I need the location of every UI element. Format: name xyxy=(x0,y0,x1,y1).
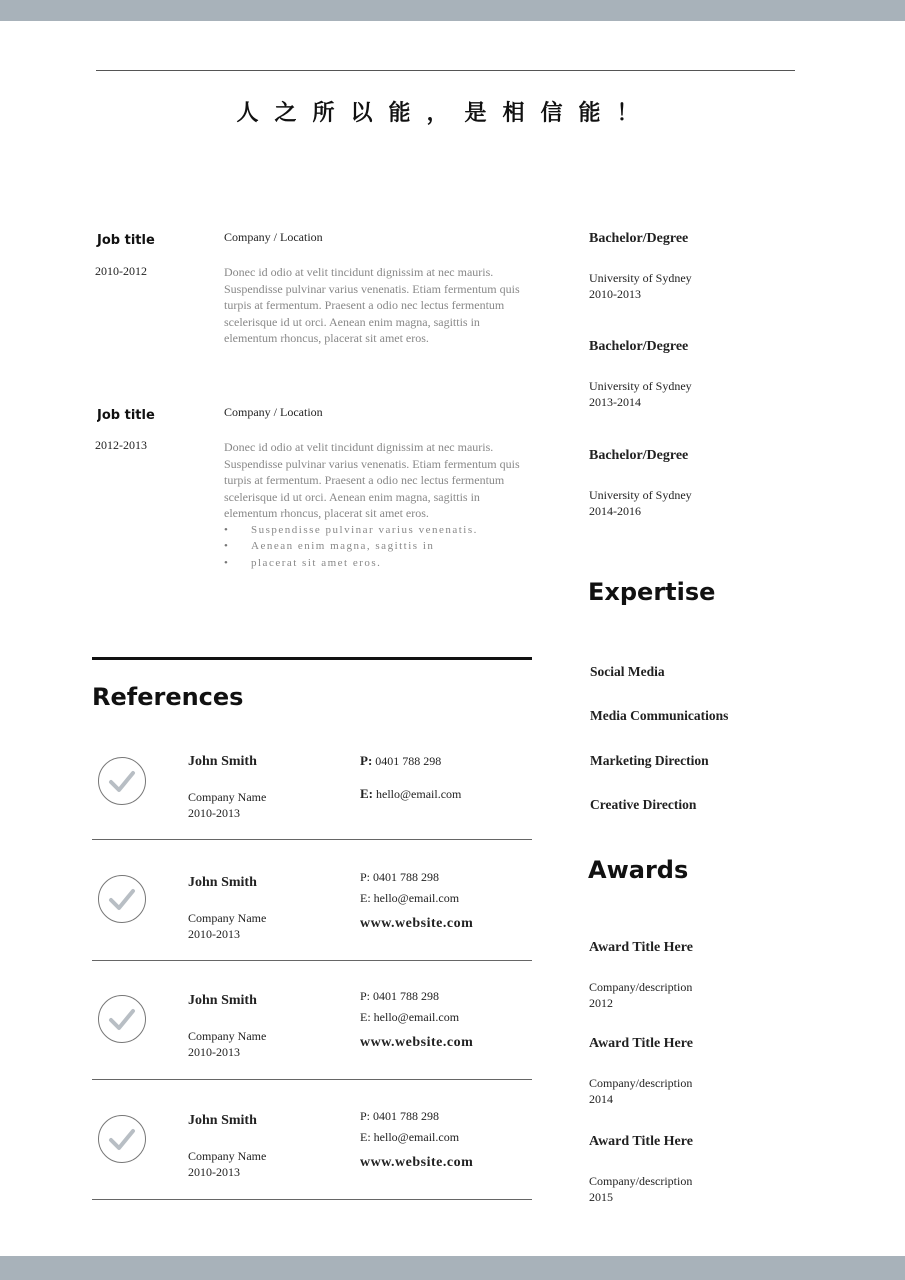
years: 2014-2016 xyxy=(589,504,641,516)
award-year: 2015 xyxy=(589,1190,613,1202)
job-years-1: 2010-2012 xyxy=(95,264,147,278)
reference-phone: P: 0401 788 298 xyxy=(360,1109,440,1123)
email-value: hello@email.com xyxy=(376,787,462,801)
expertise-item: Marketing Direction xyxy=(590,753,709,768)
award-desc: Company/description xyxy=(589,1076,693,1090)
reference-row-4 xyxy=(92,1080,532,1200)
reference-website: www.website.com xyxy=(360,1035,474,1050)
company-years: 2010-2013 xyxy=(188,806,240,820)
award-year: 2012 xyxy=(589,996,613,1008)
check-icon xyxy=(98,995,146,1043)
reference-row-2 xyxy=(92,841,532,961)
degree-2: Bachelor/Degree xyxy=(589,339,689,354)
phone-label: P: xyxy=(360,753,373,768)
reference-email: E: hello@email.com xyxy=(360,1010,460,1024)
check-icon xyxy=(98,757,146,805)
award-desc: Company/description xyxy=(589,1174,693,1188)
job-description-1: Donec id odio at velit tincidunt dignissim at nec mauris. Suspendisse pulvinar varius venenatis. Etiam fermentum quis turpis at fermentum. Praesent a odio nec lectus fermentum scelerisque id ut orci. Aenean enim magna, sagittis in elementum rhoncus, placerat sit amet eros. xyxy=(224,265,520,345)
email-label: E: xyxy=(360,786,373,801)
expertise-item: Creative Direction xyxy=(590,797,697,812)
award-title-3: Award Title Here xyxy=(589,1134,693,1149)
degree-1: Bachelor/Degree xyxy=(589,231,689,246)
reference-name: John Smith xyxy=(188,875,257,890)
reference-phone: P: 0401 788 298 xyxy=(360,870,440,884)
reference-email: E: hello@email.com xyxy=(360,891,460,905)
school: University of Sydney xyxy=(589,379,692,393)
award-detail-2 xyxy=(589,1075,692,1104)
company-years: 2010-2013 xyxy=(188,1165,240,1179)
list-item: • Suspendisse pulvinar varius venenatis. xyxy=(224,522,478,538)
school: University of Sydney xyxy=(589,271,692,285)
reference-company xyxy=(188,910,266,942)
reference-company xyxy=(188,789,266,821)
reference-website: www.website.com xyxy=(360,916,474,931)
job-title-2: Job title xyxy=(97,408,155,422)
degree-3: Bachelor/Degree xyxy=(589,448,689,463)
motto-heading: 人之所以能，是相信能！ xyxy=(236,101,655,126)
references-rule xyxy=(92,657,532,660)
reference-name: John Smith xyxy=(188,1113,257,1128)
company-name: Company Name xyxy=(188,1149,267,1163)
reference-phone xyxy=(360,753,441,769)
list-item: • placerat sit amet eros. xyxy=(224,555,478,571)
years: 2013-2014 xyxy=(589,395,641,407)
award-detail-1 xyxy=(589,979,692,1008)
job-company-2: Company / Location xyxy=(224,405,323,419)
award-detail-3 xyxy=(589,1173,692,1202)
reference-row-3 xyxy=(92,960,532,1080)
phone-value: 0401 788 298 xyxy=(375,754,442,768)
references-heading: References xyxy=(92,683,244,711)
company-years: 2010-2013 xyxy=(188,1045,240,1059)
education-detail-2 xyxy=(589,378,692,407)
job-title-1: Job title xyxy=(97,233,155,248)
row-divider xyxy=(92,1199,532,1200)
top-color-bar xyxy=(0,0,905,21)
job-company-1: Company / Location xyxy=(224,230,323,244)
company-name: Company Name xyxy=(188,790,267,804)
reference-company xyxy=(188,1148,266,1180)
row-divider xyxy=(92,839,532,840)
school: University of Sydney xyxy=(589,488,692,502)
education-detail-3 xyxy=(589,487,692,516)
company-name: Company Name xyxy=(188,1029,267,1043)
check-icon xyxy=(98,1115,146,1163)
reference-company xyxy=(188,1028,266,1060)
job-description-2: Donec id odio at velit tincidunt dignissim at nec mauris. Suspendisse pulvinar varius venenatis. Etiam fermentum quis turpis at fermentum. Praesent a odio nec lectus fermentum scelerisque id ut orci. Aenean enim magna, sagittis in elementum rhoncus, placerat sit amet eros. xyxy=(224,440,520,520)
reference-phone: P: 0401 788 298 xyxy=(360,989,440,1003)
header-rule xyxy=(96,70,795,71)
award-year: 2014 xyxy=(589,1092,613,1104)
reference-email: E: hello@email.com xyxy=(360,1130,460,1144)
education-detail-1 xyxy=(589,270,692,299)
award-desc: Company/description xyxy=(589,980,693,994)
job-bullets-2 xyxy=(224,522,478,571)
reference-website: www.website.com xyxy=(360,1155,474,1170)
years: 2010-2013 xyxy=(589,287,641,299)
expertise-heading: Expertise xyxy=(588,578,716,606)
reference-email xyxy=(360,786,461,802)
check-icon xyxy=(98,875,146,923)
company-years: 2010-2013 xyxy=(188,927,240,941)
expertise-item: Social Media xyxy=(590,664,665,679)
reference-name: John Smith xyxy=(188,754,257,769)
reference-row-1 xyxy=(92,720,532,840)
bottom-color-bar xyxy=(0,1256,905,1280)
awards-heading: Awards xyxy=(588,856,689,884)
company-name: Company Name xyxy=(188,911,267,925)
expertise-item: Media Communications xyxy=(590,708,729,723)
award-title-2: Award Title Here xyxy=(589,1036,693,1051)
job-years-2: 2012-2013 xyxy=(95,438,147,452)
award-title-1: Award Title Here xyxy=(589,940,693,955)
reference-name: John Smith xyxy=(188,993,257,1008)
list-item: • Aenean enim magna, sagittis in xyxy=(224,538,478,554)
